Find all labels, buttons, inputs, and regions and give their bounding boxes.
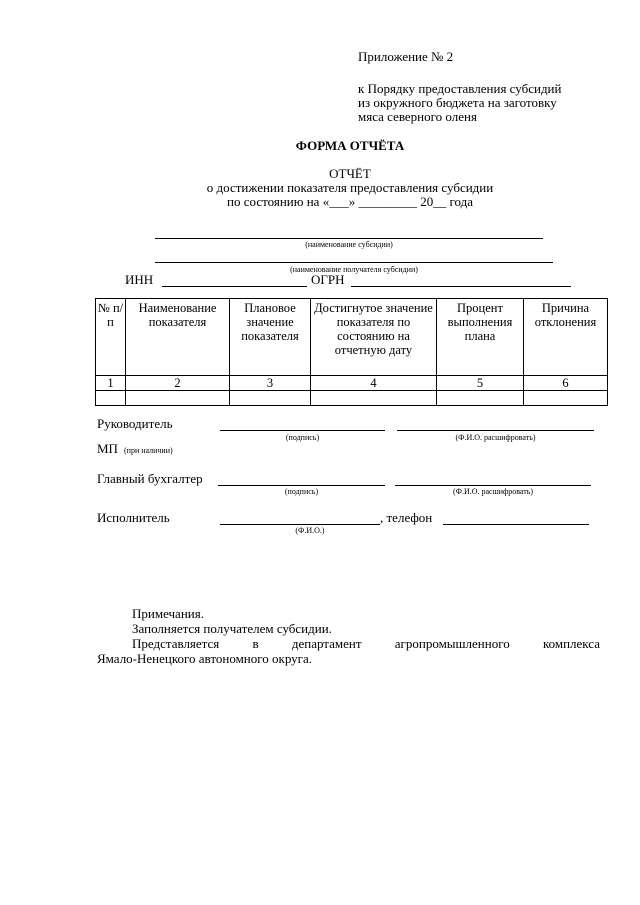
executor-fio-line [220, 524, 380, 525]
executor-fio-caption: (Ф.И.О.) [295, 526, 325, 535]
column-number-cell: 5 [437, 376, 524, 391]
subsidy-name-line [155, 238, 543, 239]
annex-number: Приложение № 2 [358, 49, 454, 64]
column-number-cell: 4 [311, 376, 437, 391]
header-cell: Достигнутое значение показателя по состоянию на отчетную дату [311, 299, 437, 376]
report-table [95, 298, 608, 406]
table-cell [126, 391, 230, 406]
header-cell: Плановое значение показателя [230, 299, 311, 376]
stamp-label: МП [97, 441, 118, 456]
annex-line-1: к Порядку предоставления субсидий [358, 81, 562, 96]
recipient-name-line [155, 262, 553, 263]
notes-word: в [252, 636, 259, 651]
notes-word: комплекса [542, 636, 600, 651]
notes-word: Представляется [132, 636, 220, 651]
accountant-fio-caption: (Ф.И.О. расшифровать) [452, 487, 534, 496]
inn-label: ИНН [125, 272, 154, 287]
ogrn-label: ОГРН [311, 272, 345, 287]
notes-line-2 [132, 636, 600, 652]
header-cell: № п/п [96, 299, 126, 376]
phone-line [443, 524, 589, 525]
phone-label: , телефон [380, 510, 433, 525]
head-label: Руководитель [97, 416, 173, 431]
accountant-signature-line [218, 485, 385, 486]
head-signature-caption: (подпись) [285, 433, 320, 442]
column-number-cell: 1 [96, 376, 126, 391]
inn-line [162, 286, 307, 287]
accountant-signature-caption: (подпись) [284, 487, 319, 496]
form-title: ФОРМА ОТЧЁТА [295, 138, 405, 153]
recipient-name-caption: (наименование получателя субсидии) [290, 265, 418, 274]
column-number-cell: 3 [230, 376, 311, 391]
table-cell [524, 391, 608, 406]
head-fio-caption: (Ф.И.О. расшифровать) [455, 433, 536, 442]
header-cell: Наименование показателя [126, 299, 230, 376]
header-cell: Причина отклонения [524, 299, 608, 376]
notes-line-3: Ямало-Ненецкого автономного округа. [97, 651, 313, 666]
report-title: ОТЧЁТ [329, 166, 371, 181]
report-subtitle: о достижении показателя предоставления субсидии [206, 180, 494, 195]
annex-line-2: из окружного бюджета на заготовку [358, 95, 557, 110]
head-signature-line [220, 430, 385, 431]
head-fio-line [397, 430, 594, 431]
accountant-label: Главный бухгалтер [97, 471, 203, 486]
report-date-line: по состоянию на «___» _________ 20__ года [227, 194, 473, 209]
table-cell [311, 391, 437, 406]
notes-title: Примечания. [132, 606, 204, 621]
notes-line-1: Заполняется получателем субсидии. [132, 621, 332, 636]
table-row [96, 391, 608, 406]
subsidy-name-caption: (наименование субсидии) [305, 240, 393, 249]
notes-word: департамент [291, 636, 362, 651]
accountant-fio-line [395, 485, 591, 486]
stamp-note: (при наличии) [124, 446, 173, 455]
executor-label: Исполнитель [97, 510, 170, 525]
column-number-cell: 6 [524, 376, 608, 391]
header-cell: Процент выполнения плана [437, 299, 524, 376]
column-number-row [96, 376, 608, 391]
table-header-row [96, 299, 608, 376]
table-cell [96, 391, 126, 406]
table-cell [230, 391, 311, 406]
table-cell [437, 391, 524, 406]
notes-word: агропромышленного [394, 636, 510, 651]
ogrn-line [351, 286, 571, 287]
annex-line-3: мяса северного оленя [358, 109, 477, 124]
column-number-cell: 2 [126, 376, 230, 391]
